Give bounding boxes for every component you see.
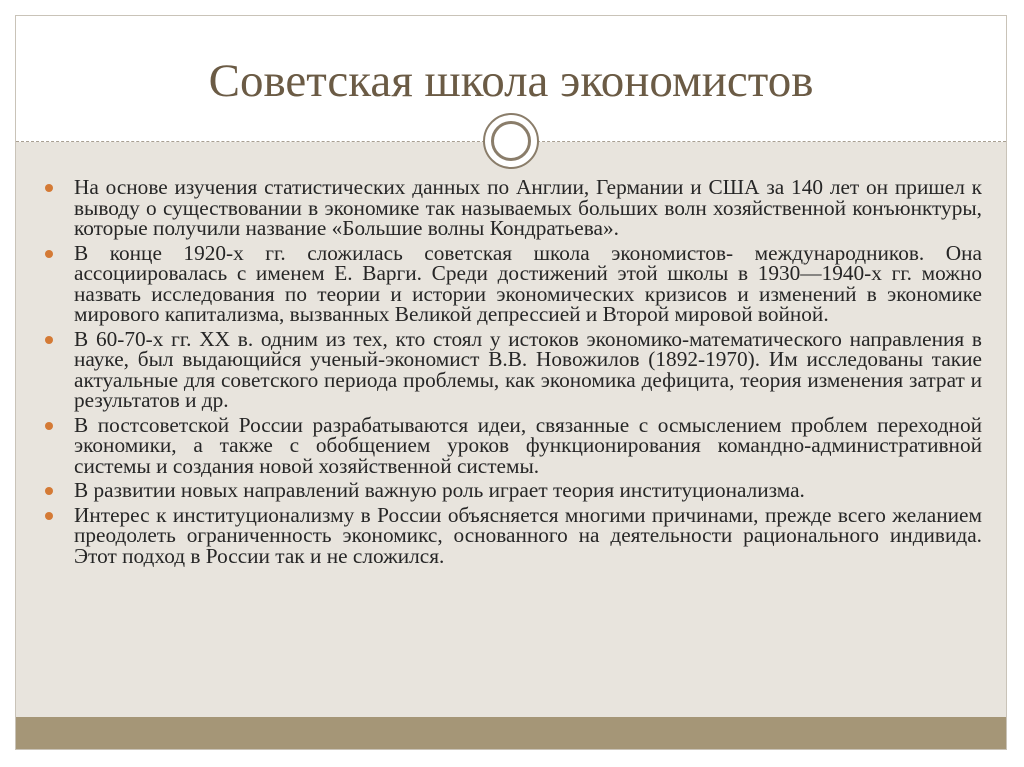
bullet-text: В развитии новых направлений важную роль играет теория институционализма.: [74, 478, 805, 502]
bullet-text: В конце 1920-х гг. сложилась советская школа экономистов- международников. Она ассоциировалась с именем Е. Варги. Среди достижений этой школы в 1930—1940-х гг. можно назвать исследования по теории и истории экономических кризисов и изменений в экономике мирового капитализма, вызванных Великой депрессией и Второй мировой войной.: [74, 240, 982, 326]
bullet-dot-icon: [45, 184, 53, 192]
slide-frame: [15, 15, 1007, 750]
circle-ornament-icon: [483, 113, 539, 169]
bullet-text: На основе изучения статистических данных по Англии, Германии и США за 140 лет он пришел к выводу о существовании в экономике так называемых больших волн хозяйственной конъюнктуры, которые получили название «Большие волны Кондратьева».: [74, 175, 982, 240]
bullet-item: [38, 326, 982, 412]
bullet-item: [38, 480, 982, 501]
bullet-dot-icon: [45, 487, 53, 495]
slide-title: Советская школа экономистов: [208, 55, 814, 107]
bullet-dot-icon: [45, 512, 53, 520]
bullet-dot-icon: [45, 250, 53, 258]
bullet-dot-icon: [45, 422, 53, 430]
bullet-dot-icon: [45, 336, 53, 344]
bullet-item: [38, 502, 982, 568]
bullet-list: [38, 177, 982, 570]
circle-ornament-inner: [491, 121, 531, 161]
bullet-item: [38, 240, 982, 326]
bullet-item: [38, 177, 982, 239]
bullet-item: [38, 412, 982, 478]
bullet-text: В 60-70-х гг. XX в. одним из тех, кто стоял у истоков экономико-математического направления в науке, был выдающийся ученый-экономист В.В. Новожилов (1892-1970). Им исследованы такие актуальные для советского периода проблемы, как экономика дефицита, теория изменения затрат и результатов и др.: [74, 326, 982, 412]
footer-bar: [16, 717, 1006, 749]
bullet-text: В постсоветской России разрабатываются идеи, связанные с осмыслением проблем переходной экономики, а также с обобщением уроков функционирования командно-административной системы и создания новой хозяйственной системы.: [74, 412, 982, 478]
bullet-text: Интерес к институционализму в России объясняется многими причинами, прежде всего желанием преодолеть ограниченность экономикс, основанного на деятельности рационального индивида. Этот подход в России так и не сложился.: [74, 502, 982, 568]
